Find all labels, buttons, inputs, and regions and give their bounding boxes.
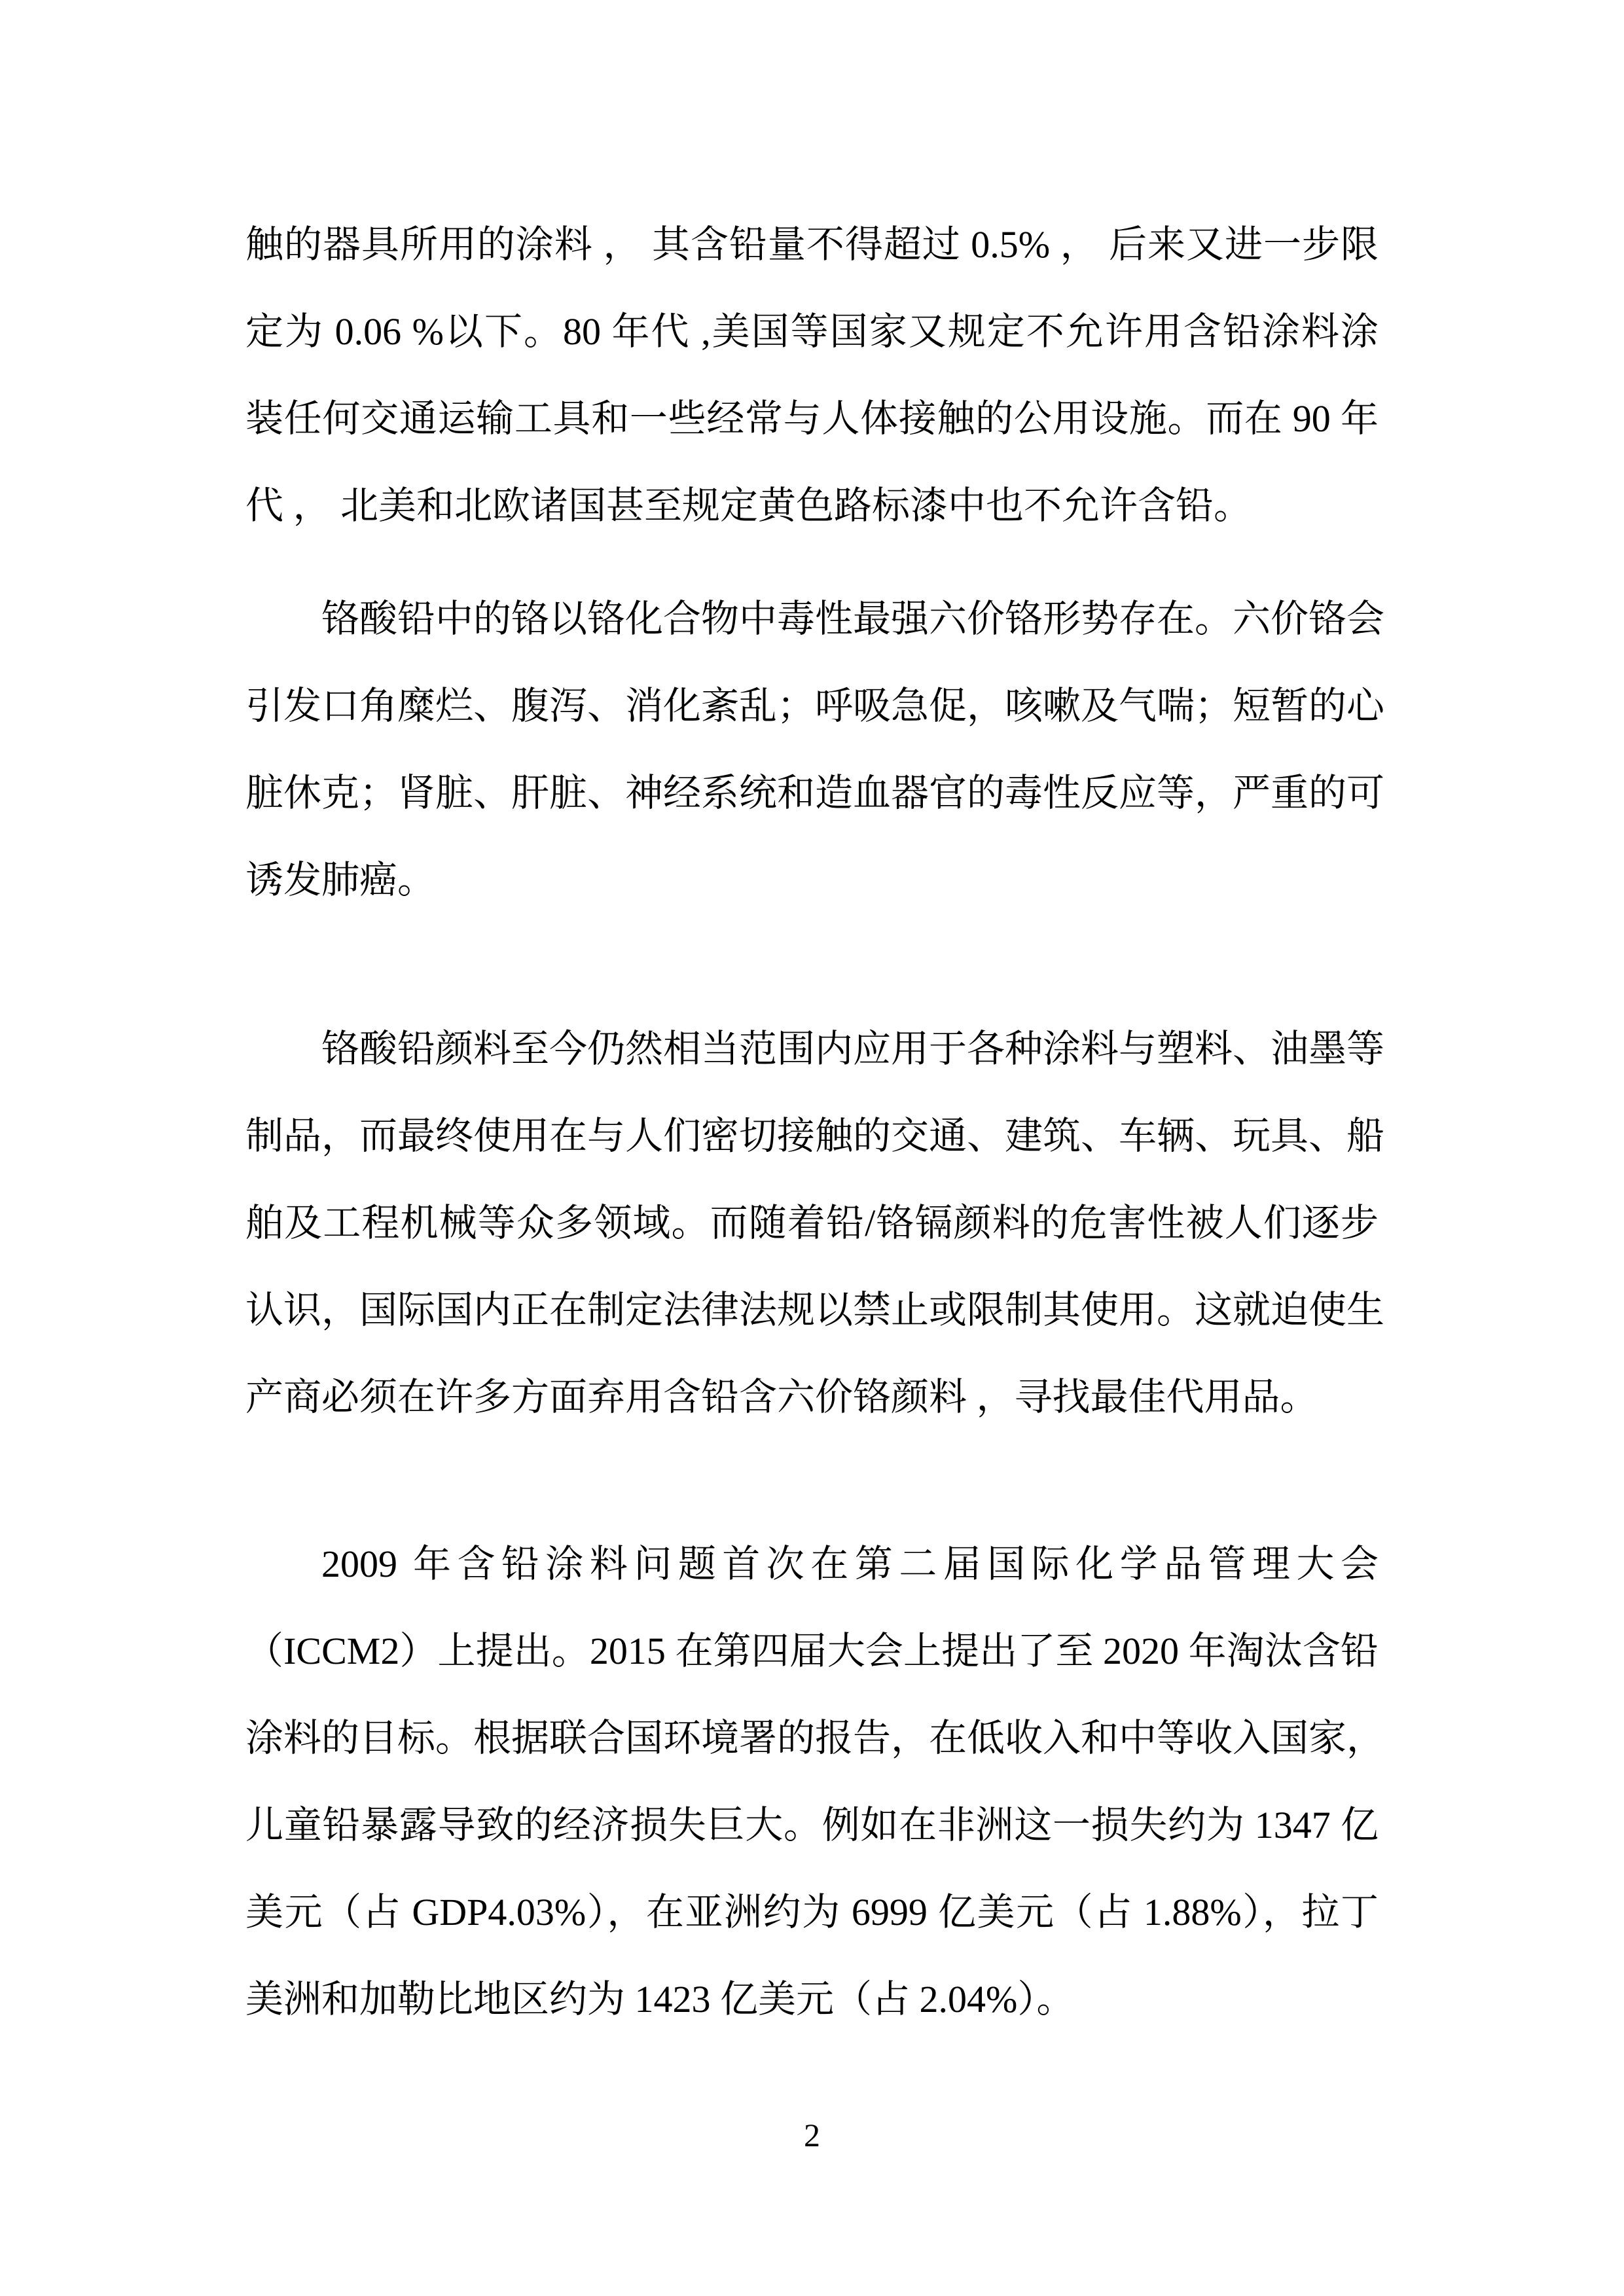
text-line: （ICCM2）上提出。2015 在第四届大会上提出了至 2020 年淘汰含铅 [245,1630,1379,1672]
text-line: 定为 0.06 %以下。80 年代 ,美国等国家又规定不允许用含铅涂料涂 [245,310,1379,353]
text-line: 引发口角糜烂、腹泻、消化紊乱；呼吸急促，咳嗽及气喘；短暂的心 [245,685,1385,727]
text-line: 涂料的目标。根据联合国环境署的报告，在低收入和中等收入国家， [245,1717,1385,1759]
text-line: 舶及工程机械等众多领域。而随着铅/铬镉颜料的危害性被人们逐步 [245,1202,1379,1244]
text-line: 2009 年含铅涂料问题首次在第二届国际化学品管理大会 [321,1543,1379,1585]
paragraph [245,1005,1385,1441]
text-line: 诱发肺癌。 [245,859,436,901]
text-line: 装任何交通运输工具和一些经常与人体接触的公用设施。而在 90 年 [245,397,1379,440]
text-line: 认识，国际国内正在制定法律法规以禁止或限制其使用。这就迫使生 [245,1289,1385,1331]
text-line: 儿童铅暴露导致的经济损失巨大。例如在非洲这一损失约为 1347 亿 [245,1804,1379,1846]
text-line: 制品，而最终使用在与人们密切接触的交通、建筑、车辆、玩具、船 [245,1115,1385,1157]
text-line: 产商必须在许多方面弃用含铅含六价铬颜料 ，寻找最佳代用品。 [245,1376,1318,1418]
text-line: 铬酸铅颜料至今仍然相当范围内应用于各种涂料与塑料、油墨等 [321,1028,1385,1070]
document-body [245,201,1385,2043]
text-line: 触的器具所用的涂料 ， 其含铅量不得超过 0.5% ， 后来又进一步限 [245,223,1379,266]
text-line: 美洲和加勒比地区约为 1423 亿美元（占 2.04%）。 [245,1978,1075,2020]
paragraph [245,201,1379,549]
text-line: 代 ， 北美和北欧诸国甚至规定黄色路标漆中也不允许含铅。 [245,484,1252,527]
paragraph [245,575,1385,924]
paragraph [245,1520,1385,2043]
text-line: 铬酸铅中的铬以铬化合物中毒性最强六价铬形势存在。六价铬会 [321,598,1385,640]
page-number: 2 [804,2117,820,2153]
text-line: 美元（占 GDP4.03%），在亚洲约为 6999 亿美元（占 1.88%），拉丁 [245,1891,1379,1933]
text-line: 脏休克；肾脏、肝脏、神经系统和造血器官的毒性反应等，严重的可 [245,772,1385,814]
